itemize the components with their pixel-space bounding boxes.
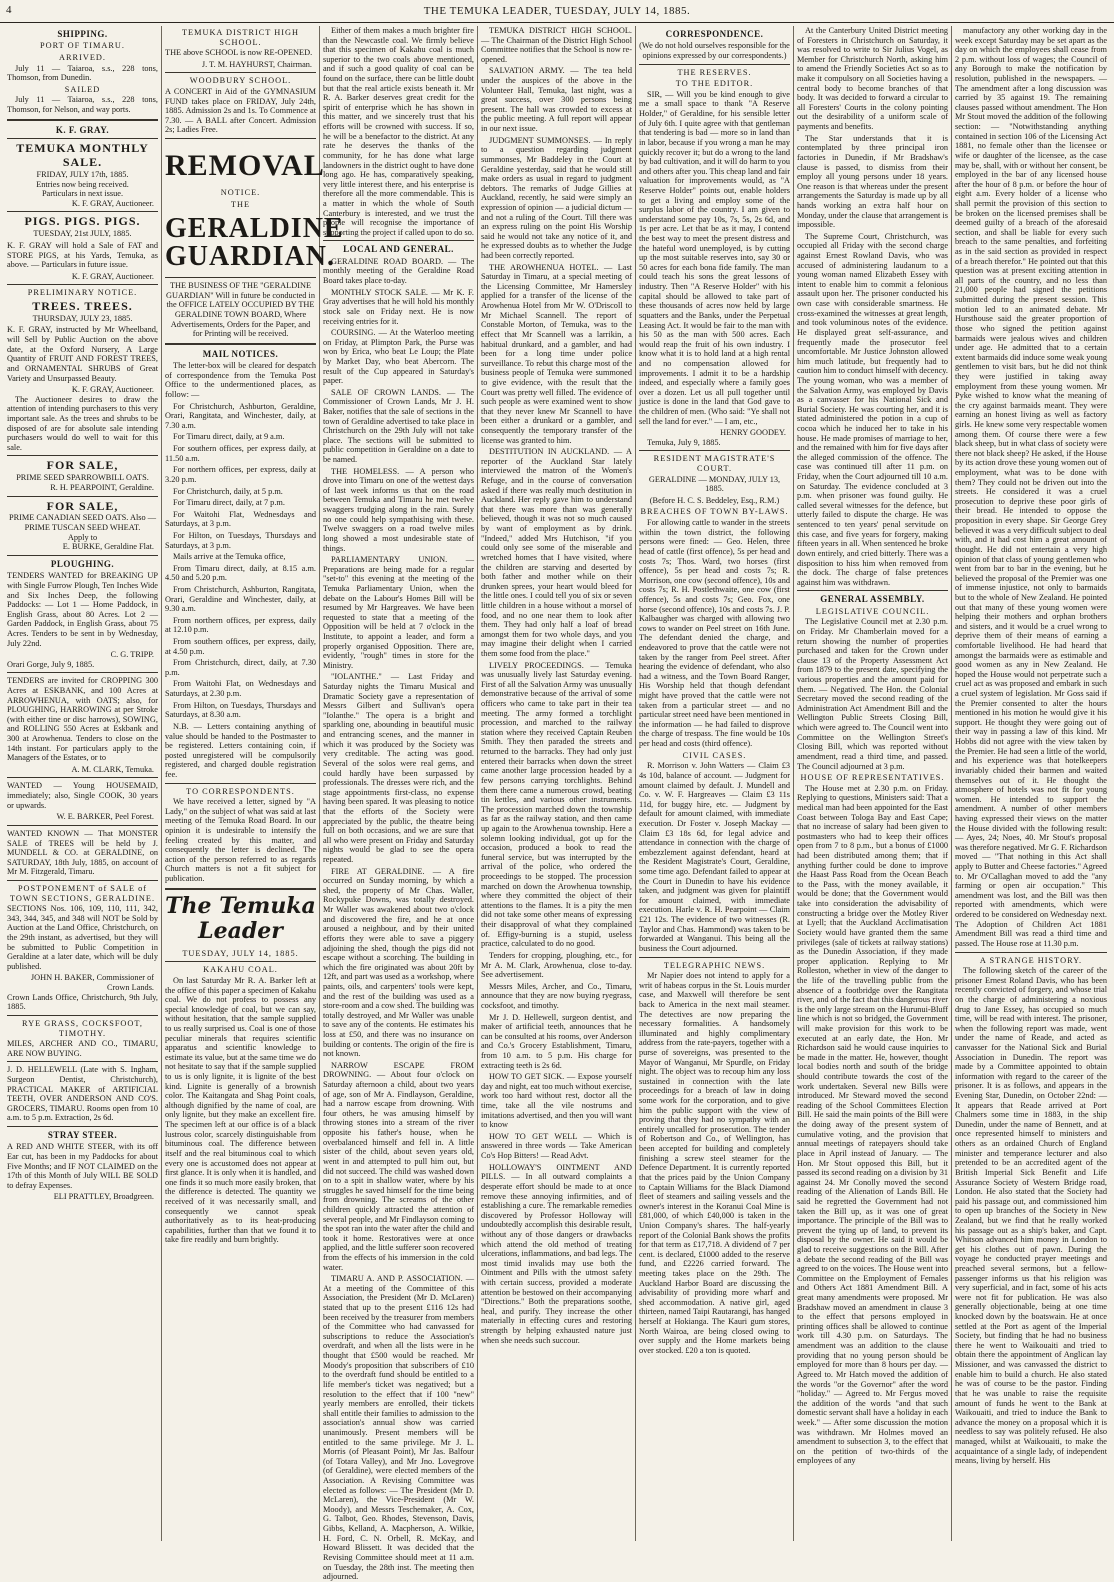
ploughing-body: TENDERS WANTED for BREAKING UP with Single Furrow Plough, Ten Inches Wide and Six Inches Deep, the following Paddocks: — Lot 1 — Home Paddock, in English Grass, about 80 Acres. Lot 2 — Garden Paddock, in English Grass, about 75 Acres. Tenders to be sent in by Wednesday, July 22nd.: [7, 571, 158, 648]
letter-place: Temuka, July 9, 1885.: [647, 437, 721, 447]
local-2: MONTHLY STOCK SALE. — Mr K. F. Gray advertises that he will hold his monthly stock sale on Friday next. He is now receiving entries for it.: [323, 287, 474, 326]
masthead: [0, 0, 1114, 23]
forsale2-ad: [7, 500, 158, 552]
mail-4: For northern offices, per express, daily at 3.20 p.m.: [165, 465, 316, 484]
col6-p2: The Star understands that it is contemplated by three principal iron factories in Dunedin, if Mr Bradshaw's clause is passed, to dismiss from their employ all young persons under 18 years. One reason is that whereas under the present arrangements the Saturday is made up by all hands working an extra half hour on Monday, under the clause that arrangement is impossible.: [797, 133, 948, 230]
strange-history-body: The following sketch of the career of the prisoner Ernest Roland Davis, who has been recently convicted of forgery, and whose trial on the charge of administering a noxious drug to Jane Essey, has occupied so much time, will be read with interest. The prisoner, when the following report was made, went under the name of Reade, and acted as canvasser for the National Sick and Burial Association in Dunedin. The report was made by a Committee appointed to obtain information with regard to the career of the prisoner. It is as follows, and appears in the Evening Star, Dunedin, on October 22nd: — It appears that Reade arrived at Port Chalmers some time in 1883, in the ship Dunedin, under the name of Bennett, and at once represented himself to ministers and others as an ordained Church of England minister and temperance lecturer and also pretended to be an accredited agent of the British Imperial Sick Benefit and Life Assurance Society of Western Bridge road, London. He also stated that the Society had paid his passage out, and commissioned him to open up branches of the Society in New Zealand, but we find that he really worked his passage out as a ship's baker, and Capt. Whitson advanced him money in London to get his clothes out of pawn. During the voyage he conducted prayer meetings and preached several sermons, but a fellow-passenger informs us that his religion was very superficial, and in fact, some of his acts were not fit for publication. He was also generally objectionable, being at one time knocked down by the boatswain. He at once settled at the Port as agent of the Imperial Society, but finding that he had no business there he went to Waikouaiti and tried to obtain there the appointment of Anglican lay Missioner, and was canvassed the district to enable him to build a church. He also stated he was of course to be the pastor. Finding that he was unable to raise the requisite amount of funds he went to the Bank at Waikouaiti, and tried to induce the Bank to advance the money on a proposal which it is needless to say was politely refused. He also managed, whilst at Waikouaiti, to make the acquaintance of a single lady, of independent means, living by herself. His: [955, 966, 1107, 1466]
masthead-title: THE TEMUKA LEADER, TUESDAY, JULY 14, 1885.: [423, 5, 691, 17]
wanted2-body: WANTED KNOWN — That MONSTER SALE of TREES will be held by J. MUNDELL & CO. at GERALDINE, on SATURDAY, 18th July, 1885, on account of Mr M. Fitzgerald, Timaru.: [7, 828, 158, 877]
woodbury-body: A CONCERT in Aid of the GYMNASIUM FUND takes place on FRIDAY, July 24th, 1885. Admission 2s and 1s. To Commence at 7.30. — A BALL after Concert. Admission 2s; Ladies Free.: [165, 87, 316, 135]
forsale-title: FOR SALE,: [46, 458, 119, 473]
postpone-heading: POSTPONEMENT of SALE of TOWN SECTIONS, GERALDINE.: [9, 883, 156, 903]
trees-note: The Auctioneer desires to draw the attention of intending purchasers to this very important sale. As the trees and shrubs to be disposed of are for absolute sale intending purchasers would do well to wait for this sale.: [7, 394, 158, 452]
postpone-body: SECTIONS Nos. 106, 109, 110, 111, 342, 343, 344, 345, and 348 will NOT be Sold by Auction at the Land Office, Christchurch, on the 29th instant, as advertised, but they will be submitted to Public Competition in Geraldine at a later date, which will be duly published.: [7, 904, 158, 971]
bylaws-heading: BREACHES OF TOWN BY-LAWS.: [640, 507, 789, 517]
telegraphic-heading: TELEGRAPHIC NEWS.: [663, 960, 766, 970]
trees-sig: K. F. GRAY, Auctioneer.: [71, 385, 154, 395]
legislative-council-heading: LEGISLATIVE COUNCIL.: [815, 606, 930, 616]
local-10: TIMARU A. AND P. ASSOCIATION. — At a meeting of the Committee of this Association, the President (Mr D. McLaren) stated that up to the present £116 12s had been received by the treasurer from members of the Committee who had canvassed for subscriptions to reduce the Association's overdraft, and when all the lists were in he thought that £500 would be reached. Mr Moody's proposition that subscribers of £10 to the overdraft fund should be entitled to a life member's ticket was negatived; but a resolution to the effect that if 100 "new" yearly members are enrolled, their tickets shall entitle their families to admission to the association's annual show was carried unanimously. Present members will be entitled to the same privilege. Mr J. L. Morris (of Pleasant Point), Mr Jas. Balfour (of Totara Valley), and Mr Jno. Lovegrove (of Geraldine), were elected members of the Association. A Revising Committee was elected as follows: — The President (Mr D. McLaren), the Vice-President (Mr W. Moody), and Messrs Teschemaker, A. Cox, G. Talbot, Geo. Rhodes, Stevenson, Davis, Gibbs, Kelland, A. Macpherson, A. Wilkie, H. Ford, C. N. Orbell, R. McKay, and Howard Blissett. It was decided that the Revising Committee should meet at 11 a.m. on Tuesday, the 28th inst. The meeting then adjourned.: [323, 1274, 474, 1582]
dentist-body: J. D. HELLEWELL (Late with S. Ingham, Surgeon Dentist, Christchurch), PRACTICAL MAKER of ARTIFICIAL TEETH, OVER ANDERSON AND CO'S. GROCERS, TIMARU. Rooms open from 10 a.m. to 5 p.m. Extraction, 2s 6d.: [7, 1065, 158, 1123]
kakahu-heading: KAKAHU COAL.: [203, 965, 278, 975]
rm-body: For allowing cattle to wander in the streets within the town district, the following persons were fined: — Geo. Helen, three head of cattle (first offence), 5s per head and costs 7s; Thos. Ward, two horses (first offence), 5s per head and costs 7s; R. Morrison, one cow (second offence), 10s and costs 7s; R. H. Postlethwaite, one cow (first offence), 5s and costs 7s; Geo. Fox, one horse (second offence), 10s and costs 7s. J. P. Kalbaugher was charged with allowing two cows to wander on Peel street on 16th June. The defendant denied the charge, and endeavored to prove that the cattle were not taken by the ranger from Peel street. After hearing the evidence of defendant, who also had a witness, and the Town Board Ranger, His Worship held that though defendant might have proved that the cattle were not taken from a particular street — and no particular street need have been mentioned in the information — he had failed to disprove the charge of trespass. The fine would be 10s per head and costs (third offence).: [639, 518, 790, 749]
col4-p3: JUDGMENT SUMMONSES. — In reply to a question regarding judgment summonses, Mr Baddeley in the Court at Geraldine yesterday, said that he would still make orders as usual in regard to judgment debtors. The remarks of Judge Gillies at Auckland, recently, he said were simply an expression of opinion — a judicial dictum — and not a ruling of the Court. Till there was an express ruling on the point His Worship said he would not take any notice of it, and he expressed doubts as to whether the Judge had been correctly reported.: [481, 135, 632, 261]
mail-13: From Christchurch, direct, daily, at 7.30 p.m.: [165, 658, 316, 677]
telegraphic-body: Mr Napier does not intend to apply for a writ of habeas corpus in the St. Louis murder case, and Maxwell will therefore be sent back to America in the next mail steamer. The detectives are now preparing the necessary formalities. A handsomely illuminated and highly complimentary address from the rate-payers, together with a purse of sovereigns, was presented to the Mayor of Wanganui, Mr Spurdle, on Friday night. The object was to recoup him any loss sustained in connection with the late proceedings for a breach of law in doing some work for the corporation, and to give him the public support with the view of proving that they had no sympathy with an entirely uncalled for prosecution. The tender of Robertson and Co., of Wellington, has been accepted for building and completely finishing a screw steel steamer for the Defence Department. It is currently reported that the prices paid by the Union Company to Captain Williams for the Black Diamond fleet of steamers and sailing vessels and the owner's interest in the Koranui Coal Mine is £81,000, of which £40,000 is taken in the Union Company's shares. The half-yearly report of the Colonial Bank shows the profits for that term as £17,718. A dividend of 7 per cent. is declared, £1000 added to the reserve fund, and £2226 carried forward. The meeting takes place on the 29th. The Auckland Harbor Board are discussing the advisability of providing more wharf and shed accommodation. A native girl, aged thirteen, named Taipi Rautarangi, has hanged herself at Hokianga. The Kauri gum stores, North Wairoa, are being closed owing to over supply and the Home markets being over stocked. £20 a ton is quoted.: [639, 971, 790, 1355]
local-9: NARROW ESCAPE FROM DROWNING. — About four o'clock on Saturday afternoon a child, about two years of age, son of Mr A. Findlayson, Geraldine, had a narrow escape from drowning. With four others, he was amusing himself by throwing stones into a stream of the river opposite his father's house, when he overbalanced himself and fell in. A little sister of the child, about seven years old, went in and attempted to pull him out, but did not succeed. The child was washed down on to a spit in shallow water, where by his struggles he saved himself for the time being from drowning. The screams of the other children quickly attracted the attention of several people, and Mr Findlayson coming to the spot ran into the water after the child and took it home. Restoratives were at once applied, and the little sufferer soon recovered from the effects of his immersion in the cold water.: [323, 1060, 474, 1272]
arrived-heading: ARRIVED.: [59, 53, 106, 63]
mail-6: For Timaru direct, daily, at 7 p.m.: [173, 498, 285, 508]
wanted-sig: W. E. BARKER, Peel Forest.: [56, 812, 154, 822]
col4-p10: HOW TO GET SICK. — Expose yourself day and night, eat too much without exercise, work too hard without rest, doctor all the time, take all the vile nostrums and imitations advertised, and then you will want to know: [481, 1072, 632, 1130]
rm-before: (Before H. C. S. Beddeley, Esq., R.M.): [649, 495, 780, 505]
column-6: [794, 26, 952, 1541]
monthly-sale-body: Entries now being received.: [36, 179, 129, 189]
local-5: THE HOMELESS. — A person who drove into Timaru on one of the wettest days of last week informs us that on the road between Temuka and Timaru he met twelve swaggers trudging along in the rain. Surely no one could help sympathising with these. Twelve swaggers on a road twelve miles long showed a most undesirable state of things.: [323, 466, 474, 553]
stray-sig: ELI PRATTLEY, Broadgreen.: [53, 1192, 154, 1202]
mail-intro: The letter-box will be cleared for despatch of correspondence from the Temuka Post Office to the undermentioned places, as follow: —: [165, 361, 316, 400]
local-7: "IOLANTHE." — Last Friday and Saturday nights the Timaru Musical and Dramatic Society gave a representation of Messrs Gilbert and Sullivan's opera "Iolanthe." The opera is a bright and sparkling one, abounding in beautiful music and entrancing scenes, and the manner in which it was produced by the Society was very creditable. The acting was good. Several of the solos were real gems, and could hardly have been surpassed by professionals. The dresses were rich, and the stage appointments first-class, no expense having been spared. It was pleasing to notice that the efforts of the Society were appreciated by the public, the theatre being full on both occasions, and we are sure that all who were present on Friday and Saturday nights would be glad to see the opera repeated.: [323, 672, 474, 865]
to-editor: TO THE EDITOR.: [675, 79, 754, 89]
forsale-sig: R. H. PEARPOINT, Geraldine.: [50, 482, 154, 492]
page-number: 4: [6, 4, 12, 16]
col4-p9: Mr J. D. Hellewell, surgeon dentist, and maker of artificial teeth, announces that he can be consulted at his rooms, over Anderson and Co.'s Grocery Establishment, Timaru, from 10 a.m. to 5 p.m. His charge for extracting teeth is 2s 6d.: [481, 1012, 632, 1070]
house-heading: HOUSE OF REPRESENTATIVES.: [800, 773, 945, 783]
mail-10: From Christchurch, Ashburton, Rangitata, Orari, Geraldine and Winchester, daily, at 9.30 a.m.: [165, 585, 316, 614]
col4-p2: SALVATION ARMY. — The tea held under the auspices of the above in the Volunteer Hall, Temuka, last night, was a great success, over 300 persons being present. The hall was crowded to excess at the public meeting. A full report will appear in our next issue.: [481, 66, 632, 134]
mail-1: For Christchurch, Ashburton, Geraldine, Orari, Rangitata, and Winchester, daily, at 7.30 a.m.: [165, 401, 316, 430]
coal-continued: Either of them makes a much brighter fire than the Newcastle coal. We firmly believe that this specimen of Kakahu coal is much superior to the two coals above mentioned, and if such a good quality of coal can be found on the surface, there can be little doubt but that the real article exists beneath it. Mr R. A. Barker deserves great credit for the spirit of enterprise which he has shown in this matter, and we sincerely trust that his efforts will be crowned with success. If so, he will be a benefactor to the district. At any rate he deserves the thanks of the community, for he has done what large landowners in the district ought to have done long ago. He has, comparatively speaking, very little interest there, and his enterprise is therefore all the more commendable. This is a matter in which the whole of South Canterbury is interested, and we trust the people will recognise the importance of supporting the project if called upon to do so.: [323, 26, 474, 237]
forsale-body: PRIME SEED SPARROWBILL OATS.: [16, 473, 149, 483]
sailed-heading: SAILED: [64, 84, 101, 94]
stray-body: A RED AND WHITE STEER, with its off Ear cut, has been in my Paddocks for about Five Months; and IF NOT CLAIMED on the 17th of this Month of July WILL BE SOLD to defray Expenses.: [7, 1142, 158, 1190]
gray-heading: K. F. GRAY.: [55, 124, 110, 135]
correspondence-note: (We do not hold ourselves responsible for the opinions expressed by our correspondents.): [639, 41, 790, 61]
pigs-body: K. F. GRAY will hold a Sale of FAT and STORE PIGS, at his Yards, Temuka, as above. — Particulars in future issue.: [7, 240, 158, 270]
house-body: The House met at 2.30 p.m. on Friday. Replying to questions, Ministers said: That a medical man had been appointed for the East Coast between Tologa Bay and East Cape; that no increase of salary had been given to postmasters who had to keep their offices open from 7 to 8 p.m., but a bonus of £1000 had been distributed among them; that if anything further could be done to improve the Haast Pass Road from the Ocean Beach to the Pass, with the money available, it would be done; that the Government would take into consideration the advisability of constructing a bridge over the Motley River at Lyell; that the Auckland Acclimatisation Society would have granted them the same privileges (sale of tickets at railway stations) as the Dunedin Association, if they made proper application. Replying to Mr Rolleston, whether in view of the danger to the life of the travelling public from the absence of a footbridge over the Rangitata river, and of the fact that this dangerous river is the only large stream on the Hurunui-Bluff line which is not so bridged, the Government will make provision for this work to be executed at an early date, the Hon. Mr Richardson said he would cause inquiries to be made in the matter. He, however, thought local bodies north and south of the bridge should contribute towards the cost of the work undertaken. Several new Bills were introduced. Mr Steward moved the second reading of the School Committees Election Bill. He said the main points of the Bill were the doing away of the present system of cumulative voting, and the provision that annual meetings of ratepayers should take place in April instead of January. — The Hon. Mr Stout opposed this Bill, but it passed its second reading on a division by 31 against 24. Mr Conolly moved the second reading of the Alienation of Lands Bill. He said he regretted the Government had not taken the Bill up, as it was one of great importance. The principle of the Bill was to prevent the tying up of land, to prevent its disposal by the owner. He said it would be glad to receive suggestions on the Bill. After a debate the second reading of the Bill was agreed to on the voices. The House went into Committee on the Employment of Females and Others Act 1881 Amendment Bill. A great many amendments were proposed. Mr Bradshaw moved an amendment in clause 3 to the effect that persons employed in printing offices shall be allowed to continue work till 4.30 p.m. on Saturdays. The amendment was an addition to the clause providing that no young person should be employed for more than 8 hours per day. — Agreed to. Mr Hatch moved the addition of the words "or the Governor" after the word "holiday." — Agreed to. Mr Fergus moved the addition of the words "and that such domestic servant shall have a holiday in each week." — After some discussion the motion was withdrawn. Mr Holmes moved an amendment to subsection 3, to the effect that on the petition of two-thirds of the employees of any: [797, 783, 948, 1466]
column-4: [478, 26, 636, 1541]
postpone-sig: JOHN H. BAKER, Commissioner of Crown Lands.: [30, 973, 154, 993]
col4-p6: LIVELY PROCEEDINGS. — Temuka was unusually lively last Saturday evening. First of all the Salvation Army was unusually demonstrative because of the arrival of some officers who came to take part in their tea meeting. The army formed a torchlight procession, and marched to the railway station where they received Captain Reuben Smith. They then paraded the streets and returned to the barracks. They had only just entered their barracks when down the street came another large procession headed by a few persons carrying torchlights. Behind them there came a numerous crowd, beating tin kettles, and various other instruments. The procession marched down the township as far as the railway station, and then came up again to the Arowhenua township. Here a solemn looking individual, got up for the occasion, produced a book to read the funeral service, but was interrupted by the arrival of the police, who ordered the proceedings to be stopped. The procession marched on down the Arowhenua township, where they committed the object of their attentions to the flames. It is a pity the men did not take some other means of expressing their disapproval of what they complained of. Effigy-burning is a stupid, useless practice, calculated to do no good.: [481, 660, 632, 949]
mail-5: For Christchurch, daily, at 5 p.m.: [173, 486, 283, 496]
forsale2-sig: E. BURKE, Geraldine Flat.: [62, 542, 154, 552]
reserves-heading: THE RESERVES.: [677, 67, 752, 77]
mail-arrive: Mails arrive at the Temuka office,: [173, 552, 286, 562]
pigs-ad: [7, 215, 158, 239]
mail-15: From Hilton, on Tuesdays, Thursdays and Saturdays, at 8.30 a.m.: [165, 700, 316, 720]
leader-date: TUESDAY, JULY 14, 1885.: [182, 948, 299, 958]
general-assembly-heading: GENERAL ASSEMBLY.: [820, 594, 925, 605]
mail-heading: MAIL NOTICES.: [202, 348, 279, 359]
trees-title: TREES. TREES.: [32, 298, 133, 313]
rm-sub: GERALDINE — MONDAY, JULY 13, 1885.: [648, 474, 781, 494]
stray-heading: STRAY STEER.: [47, 1129, 118, 1140]
mail-11: From northern offices, per express, daily at 12.10 p.m.: [165, 615, 316, 635]
mail-14: From Waitohi Flat, on Wednesdays and Saturdays, at 2.30 p.m.: [165, 679, 316, 699]
local-1: GERALDINE ROAD BOARD. — The monthly meeting of the Geraldine Road Board takes place to-day.: [323, 256, 474, 286]
trees-body: K. F. GRAY, instructed by Mr Wheelband, will Sell by Public Auction on the above date, at the Oxford Nursery, A Large Quantity of FRUIT AND FOREST TREES, and ORNAMENTAL SHRUBS of Great Variety and Unsurpassed Beauty.: [7, 325, 158, 383]
rye-heading: RYE GRASS, COCKSFOOT, TIMOTHY.: [22, 1018, 143, 1038]
monthly-sale-title: TEMUKA MONTHLY SALE.: [16, 141, 149, 170]
guardian-heading: GERALDINE GUARDIAN.: [165, 213, 344, 273]
column-3: [320, 26, 478, 1582]
columns: [4, 26, 1110, 1582]
forsale2-title: FOR SALE,: [46, 498, 119, 513]
column-2: [162, 26, 344, 1541]
column-5: [636, 26, 794, 1541]
col6-p3: The Supreme Court, Christchurch, was occupied all Friday with the second charge against Ernest Rowland Davis, who was accused of administering laudanum to a young woman named Elizabeth Essey with intent to enable him to commit a felonious assault upon her. The prisoner conducted his own case with considerable smartness. He cross-examined the witnesses at great length, and took voluminous notes of the evidence. He displayed great self-assurance, and frequently made the prosecutor feel uncomfortable. Mr Justice Johnston allowed him much latitude, but frequently had to caution him to conduct himself with decency. The young woman, who was a member of the Salvation Army, was employed by Davis as a canvasser for his National Sick and Burial Society. He was courting her, and it is stated administered the potion in a cup of cocoa which he induced her to take in his house. He made promises of marriage to her, and the remained with him for five days after the alleged commission of the offence. The case was continued till after 11 p.m. on Friday, when the Court adjourned till 10 a.m. on Saturday. The evidence concluded at 3 p.m. when prisoner was found guilty. He called several witnesses for the defence, but utterly failed to dispute the charge. He was sentenced to ten years' penal servitude on this case, and five years for forgery, making fifteen years in all. When sentenced he broke down entirely, and cried bitterly. There was a disposition to hiss him when removed from the dock. The charge of false pretences against him was withdrawn.: [797, 231, 948, 587]
trees-date: THURSDAY, JULY 23, 1885.: [32, 313, 133, 323]
ploughing-sig: C. G. TRIPP.: [110, 650, 154, 660]
removal-the: THE: [230, 199, 251, 209]
col6-p1: At the Canterbury United District meeting of Foresters in Christchurch on Saturday, it was resolved to write to Sir Julius Vogel, as Member for Christchurch North, asking him to amend the Friendly Societies Act so as to make it compulsory on all Societies having a central body to become branches of that body. It was decided to forward a circular to all Foresters' Courts in the colony pointing out the desirability of a uniform scale of payments and benefits.: [797, 26, 948, 132]
mail-2: For Timaru direct, daily, at 9 a.m.: [173, 432, 285, 442]
local-6: PARLIAMENTARY UNION. — Preparations are being made for a regular "set-to" this evening at the meeting of the Temuka Parliamentary Union, when the debate on the Labour's Homes Bill will be resumed by Mr Hargreaves. We have been requested to state that a meeting of the Opposition will be held at 7 o'clock in the Institute, to appoint a leader, and form a properly organised Opposition. There are, evidently, "rough" times in store for the Ministry.: [323, 555, 474, 670]
correspondence-heading: CORRESPONDENCE.: [665, 29, 764, 39]
correspondents-heading: TO CORRESPONDENTS.: [186, 786, 295, 796]
monthly-sale-sig: K. F. GRAY, Auctioneer.: [71, 198, 154, 208]
col4-p12: HOLLOWAY'S OINTMENT AND PILLS. — In all outward complaints a desperate effort should be made to at once remove these annoying infirmities, and of establishing a cure. The remarkable remedies discovered by Professor Holloway will undoubtedly accomplish this desirable result, without any of those dangers or drawbacks which attend the old method of treating ulcerations, inflammations, and bad legs. The most timid invalids may use both the Ointment and Pills with the utmost safety with certain success, provided a moderate attention be bestowed on their accompanying "Directions." Both the preparations soothe, heal, and purify. They increase the other materially in effecting cures and restoring strength by helping exhausted nature just when she needs such succour.: [481, 1162, 632, 1345]
forsale2-body: PRIME CANADIAN SEED OATS. Also — PRIME TUSCAN SEED WHEAT.: [8, 513, 157, 533]
monthly-sale-foot: Particulars in next issue.: [41, 189, 124, 199]
mail-12: From southern offices, per express, daily, at 4.50 p.m.: [165, 637, 316, 656]
postpone-place: Crown Lands Office, Christchurch, 9th July, 1885.: [7, 992, 158, 1012]
col4-p7: Tenders for cropping, ploughing, etc., for Mr A. M. Clark, Arowhenua, close to-day. See advertisement.: [481, 950, 632, 980]
removal-heading: REMOVAL: [165, 149, 325, 183]
col4-p8: Messrs Miles, Archer, and Co., Timaru, announce that they are now buying ryegrass, cocksfoot, and timothy.: [481, 981, 632, 1010]
pigs-sig: K. F. GRAY, Auctioneer.: [71, 271, 154, 281]
column-7: [952, 26, 1110, 1541]
leader-title: The Temuka Leader: [165, 892, 316, 945]
local-heading: LOCAL AND GENERAL.: [343, 244, 454, 255]
monthly-sale-ad: [7, 142, 158, 208]
rm-heading: RESIDENT MAGISTRATE'S COURT.: [653, 454, 776, 474]
legislative-council-body: The Legislative Council met at 2.30 p.m. on Friday. Mr Chamberlain moved for a return showing the number of properties purchased and taken for the Crown under clause 13 of the Property Assessment Act from 1879 to the present date, specifying the various properties and the amount paid for them. — Negatived. The Hon. the Colonial Secretary moved the second reading of the Administration Act Amendment Bill and the Wellington Public Streets Closing Bill, which were agreed to. The Council went into Committee on the Wellington Street's Closing Bill, which was reported without amendment, read a third time, and passed. The Council adjourned at 3 p.m.: [797, 617, 948, 771]
mail-8: For Hilton, on Tuesdays, Thursdays and Saturdays, at 3 p.m.: [165, 530, 316, 550]
shipping-heading: SHIPPING.: [57, 29, 108, 39]
local-8: FIRE AT GERALDINE. — A fire occurred on Sunday morning, by which a shed, the property of Mr Chas. Waller, Rockypuke Downs, was totally destroyed. Mr Waller was awakened about two o'clock and discovered the fire, and he at once aroused a neighbour, and by their united efforts they were able to save a piggery adjoining the shed, though the pigs did not escape without a scorching. The building in which the fire originated was about 20ft by 12ft, and part was used as a workshop, where paints, oils, and carpenters' tools were kept, and the rest of the building was used as a store-room and a cow shed. The building was totally destroyed, and Mr Waller was unable to save any of the contents. He estimates his loss at £50, and there was no insurance on building or contents. The origin of the fire is not known.: [323, 866, 475, 1059]
port-heading: PORT OF TIMARU.: [40, 41, 125, 51]
mail-3: For southern offices, per express daily, at 11.50 a.m.: [165, 444, 316, 463]
miles-body: MILES, ARCHER AND CO., TIMARU, ARE NOW BUYING.: [7, 1039, 158, 1058]
school-heading: TEMUKA DISTRICT HIGH SCHOOL.: [181, 28, 300, 47]
ploughing-heading: PLOUGHING.: [50, 558, 115, 569]
monthly-sale-date: FRIDAY, JULY 17th, 1885.: [36, 169, 129, 179]
trees-ad: [7, 300, 158, 324]
col4-p11: HOW TO GET WELL — Which is answered in three words — Take American Co's Hop Bitters! — Read Advt.: [481, 1131, 632, 1161]
reserves-letter: SIR, — Will you be kind enough to give me a small space to thank "A Reserve Holder," of Geraldine, for his sensible letter of July 6th. I quite agree with that gentleman that tendering is bad — more so in land than in labor, because if you wrong a man he may quickly recover it; but do a wrong to the land by bad cultivation, and it will do harm to you and others after you. This cheap land and fair valuation for improvements would, as "A Reserve Holder" points out, enable holders to get a living and employ some of the surplus labor of the country. I am given to understand some pay 10s, 7s, 5s, 2s 6d, and 1s per acre. Let that be as it may, I contend the best way to meet the present distress and the hateful word unemployed, is by cutting up the most suitable reserves into, say 30 or 50 acres for each bona fide family. The man could teach his sons the great lessons of industry. Then "A Reserve Holder" with his capital should be allowed to take part of these thousands of acres now held by large squatters and the Banks, under the Perpetual Leasing Act. It would be fair to the man with his 50 as the man with 500 acres. Each would reap the fruit of his own industry. I know what it is to hold land at a high rental and no compensation allowed for improvements. I admit it to be a hardship indeed, and especially where a family goes over a dozen. Let us all pull together until justice is done in the land that God gave to the children of men. (Who said: "Ye shall not sell the land for ever." — I am, etc.,: [639, 89, 790, 426]
prelim-heading: PRELIMINARY NOTICE.: [27, 288, 138, 298]
school-body: THE above SCHOOL is now RE-OPENED.: [165, 48, 313, 58]
tenders-body: TENDERS are invited for CROPPING 300 Acres at ESKBANK, and 100 Acres at ARROWHENUA, with OATS; also, for PLOUGHING, HARROWING at per Stroke (with either tine or disc harrows), SOWING, and ROLLING 550 Acres at Eskbank and 300 at Arowhenua. Tenders to close on the 14th instant. For particulars apply to the Managers of the Estates, or to: [7, 676, 158, 763]
forsale-ad: [7, 459, 158, 492]
letter-sig: HENRY GOODEY.: [720, 428, 786, 438]
local-4: SALE OF CROWN LANDS. — The Commissioner of Crown Lands, Mr J. H. Baker, notifies that the sale of sections in the town of Geraldine advertised to take place in Christchurch on the 29th July will not take place. The sections will be submitted to public competition in Geraldine on a date to be named.: [323, 387, 474, 465]
wanted-body: WANTED — Young HOUSEMAID, immediately; also, Single COOK, 30 years or upwards.: [7, 781, 158, 810]
correspondents-body: We have received a letter, signed by "A Lady," on the subject of what was said at last meeting of the Temuka Road Board. In our opinion it is undesirable to intensify the feeling created by this matter, and consequently the letter is declined. The action of the person referred to as regards Church matters is not a fit subject for publication.: [165, 797, 316, 884]
col4-p5: DESTITUTION IN AUCKLAND. — A reporter of the Auckland Star lately interviewed the matron of the Women's Refuge, and in the course of conversation asked if there was really much destitution in Auckland. Her reply gave him to understand that there was more than was generally believed, though it was not so much caused by want of employment as by drink. "Indeed," added Mrs Hutchison, "if you could only see some of the miserable and wretched homes that I have visited, where the children are starving and deserted by both father and mother while on their drunken sprees, your heart would bleed for the little ones. I could tell you of six or seven little children in a house without a morsel of food, and no one near them to look after them. They had only half a loaf of bread amongst them for two whole days, and you may imagine their delight when I carried them some food from the place.": [481, 447, 632, 658]
pigs-title: PIGS. PIGS. PIGS.: [24, 214, 141, 229]
civil-heading: CIVIL CASES.: [682, 750, 747, 760]
school-sig: J. T. M. HAYHURST, Chairman.: [201, 59, 312, 69]
civil-body: R. Morrison v. John Watters — Claim £3 4s 10d, balance of account. — Judgment for amount claimed by default. J. Mundell and Co. v. W. F. Hargreaves — Claim £3 11s 11d, for buggy hire, etc. — Judgment by default for amount claimed, with immediate execution. Dr Foster v. Joseph Mackay — Claim £3 18s 6d, for legal advice and attendance in connection with the charge of embezzlement against defendant, heard at the Resident Magistrate's Court, Geraldine, some time ago. Defendant failed to appear at the Court in Dunedin to have his evidence taken, and judgment was given for plaintiff for amount claimed, with immediate execution. Harle v. R. H. Pearpoint — Claim £21 12s. The evidence of two witnesses (R. Taylor and Chas. Hammond) was taken to be forwarded at Wanganui. This being all the business the Court adjourned.: [639, 761, 790, 953]
kakahu-body: On last Saturday Mr R. A. Barker left at the office of this paper a specimen of Kakahu coal. We do not profess to possess any special knowledge of coal, but we can say, without hesitation, that the sample supplied to us really surprised us. Coal is one of those peculiar minerals that requires scientific apparatus and scientific knowledge to estimate its value, but at the same time we do not hesitate to say that if the sample supplied to us is only lignite, it is lignite of the best kind. Lignite is generally of a brownish color. The Kaitangata and Shag Point coals, although dignified by the name of coal, are only lignite, but they make an excellent fire. The specimen left at our office is of a black lustrous color, scarcely distinguishable from bituminous coal. The difference between itself and the real bituminous coal to which every one is accustomed does not appear at first glance. It is only when it is handled, and one finds it so much more easily broken, that the difference is detected. The quantity we received of it was necessarily small, and consequently we cannot speak authoritatively as to its heat-producing capabilities, further than that we found it to take fire readily and burn brightly.: [165, 975, 316, 1245]
col4-p4: THE AROWHENUA HOTEL. — Last Saturday in Timaru, at a special meeting of the Licensing Committee, Mr Hamersley applied for a transfer of the license of the Arowhenua Hotel from Mr W. O'Driscoll to Mr Michael Scannell. The report of Constable Morton, of Temuka, was to the effect that Mr Scannell was a larrikin, a habitual drunkard, and a gambler, and had been for a long time under police surveillance. To rebut this charge most of the business people of Temuka were summoned to give evidence, with the result that the Court was pretty well filled. The evidence of such people as were examined went to show that they never knew Mr Scannell to have been either a drunkard or a gambler, and consequently the temporary transfer of the license was granted to him.: [481, 262, 632, 445]
mail-9: From Timaru direct, daily, at 8.15 a.m. 4.50 and 5.20 p.m.: [165, 563, 316, 583]
strange-history-heading: A STRANGE HISTORY.: [979, 955, 1083, 965]
tenders-sig: A. M. CLARK, Temuka.: [71, 764, 154, 774]
local-3: COURSING. — At the Waterloo meeting on Friday, at Plimpton Park, the Purse was won by Erica, who beat Le Loup; the Plate by Market Day, who beat Abercorn. The result of the Cup appeared in Saturday's paper.: [323, 328, 474, 386]
ploughing-place: Orari Gorge, July 9, 1885.: [7, 659, 95, 669]
mail-nb: N.B. — Letters containing anything of value should be handed to the Postmaster to be registered. Letters containing coin, if posted unregistered will be compulsorily registered, and charged double registration fee.: [165, 721, 316, 779]
col4-p1: TEMUKA DISTRICT HIGH SCHOOL. — The Chairman of the District High School Committee notifies that the School is now re-opened.: [481, 26, 632, 64]
forsale2-apply: Apply to: [67, 532, 98, 542]
pigs-date: TUESDAY, 21st JULY, 1885.: [33, 229, 132, 239]
guardian-business: THE BUSINESS OF THE "GERALDINE GUARDIAN" Will in future be conducted in the OFFICE LATELY OCCUPIED BY THE GERALDINE TOWN BOARD, Where Advertisements, Orders for the Paper, and for Printing will be received.: [166, 281, 315, 339]
column-1: [4, 26, 162, 1541]
sailed-text: July 11 — Taiaroa, s.s., 228 tons, Thomson, for Nelson, and way ports.: [7, 95, 158, 115]
mail-7: For Waitohi Flat, Wednesdays and Saturdays, at 3 p.m.: [165, 509, 316, 529]
arrived-text: July 11 — Taiaroa, s.s., 228 tons, Thomson, from Dunedin.: [7, 63, 158, 83]
removal-notice: NOTICE.: [220, 187, 261, 197]
col7-p1: manufactory any other working day in the week except Saturday may be set apart as the day on which the employees shall cease from 2 p.m. without loss of wages; the Council of any Borough to make the notification by resolution, published in the newspapers. — The amendment after a long discussion was carried by 35 against 19. The remaining clauses passed without amendment. The Hon Mr Stout moved the addition of the following section: — "Notwithstanding anything contained in section 106 of the Licensing Act 1881, no female other than the licensee or wife or daughter of the licensee, as the case may be, shall, with or without her consent, be employed in the bar of any licensed house after the hour of 8 p.m. or before the hour of eight a.m. Every holder of a license who shall permit the provision of this section to be broken on the licensed premises shall be deemed guilty of a breach of the aforesaid section, and shall be liable for every such breach to the same penalties, and forfeiting as in the said section as provided in respect of a breach therefor." He pointed out that this question was at present exciting attention in all parts of the country, and no less than 21,000 people had signed the petitions submitted during the present session. This motion led to an animated debate. Mr Hursthouse said the greater proportion of those who signed the petition against barmaids were jealous wives and children under age. He admitted that to a certain extent barmaids did induce some weak young gentlemen to visit bars, but he did not think they were justified in taking away employment from these young women. Mr Pyke wished to know what the meaning of the cry against barmaids meant. They were earning an honest living as well as factory girls. He knew some very respectable women among them. Of course there were a few black sheep, but in what class of society were there not black sheep? He asked, if the House by its action drove these young women out of employment, what was to be done with them? They could not be driven out into the streets. He considered it was a cruel prosecution to deprive these poor girls of their bread. He intended to oppose the proposition in every shape. Sir George Grey believed it was a very difficult subject to deal with, and it had cost him a great amount of thought. He did not entertain a very high opinion of that class of young gentlemen who went from bar to bar in the evening, but he believed the proposal of the Premier was one of immense injustice, not only to barmaids but to the whole of New Zealand. He pointed out that many of these young women were helping their mothers and orphan brothers and sisters, and it would be a cruel wrong to deprive them of their means of earning a comfortable livelihood. He had heard that amongst the barmaids were as estimable and good women as any in New Zealand. He hoped the House would not perpetrate such a cruel act as was proposed and embark in such a cruel system of legislation. Mr Goss said if the Premier consented to alter the hours mentioned in his motion he would give it his support. He thought they were going out of their way in passing a law of this kind. Mr Hobbs did not agree with the view taken by the Premier. He had seen a little of the world, and his experience was that hotelkeepers invariably chided their barmen and waited themselves out of it. He thought the atmosphere of hotels was not fit for young women. He intended to support the amendment. A number of other members having expressed their views on the matter the House divided with the following result: — Ayes, 24; Noes, 40. Mr Stout's proposal was therefore negatived. Mr G. F. Richardson moved — "That nothing in this Act shall apply to Butter and Cheese factories." Agreed to. Mr O'Callaghan moved to add the "any farming or open air occupation." This amendment was lost, and the Bill was then reported with amendments, which were ordered to be considered on Wednesday next. The Adoption of Children Act 1881 Amendment Bill was read a third time and passed. The House rose at 11.30 p.m.: [955, 26, 1107, 948]
woodbury-heading: WOODBURY SCHOOL.: [189, 76, 292, 86]
